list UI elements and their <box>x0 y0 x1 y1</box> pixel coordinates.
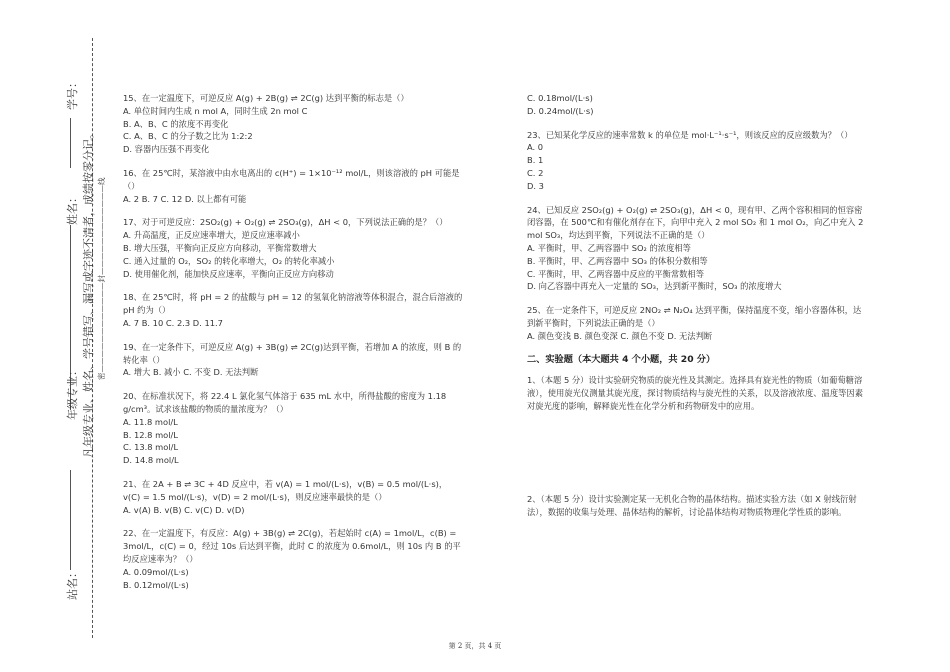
option: C. 平衡时，甲、乙两容器中反应的平衡常数相等 <box>527 268 705 279</box>
option: B. 平衡时，甲、乙两容器中 SO₃ 的体积分数相等 <box>527 255 708 266</box>
question-23 <box>527 129 867 193</box>
option: A. 2 B. 7 C. 12 D. 以上都有可能 <box>123 193 247 204</box>
question-stem: 15、在一定温度下，可逆反应 A(g) + 2B(g) ⇌ 2C(g) 达到平衡的标志是（） <box>123 93 409 103</box>
station-underline <box>70 470 71 570</box>
grade-major-label: 年级专业： <box>66 365 79 420</box>
question-15 <box>123 92 463 156</box>
experiment-question-1: 1、（本题 5 分）设计实验研究物质的旋光性及其测定。选择具有旋光性的物质（如葡萄糖溶液），使用旋光仪测量其旋光度，探讨物质结构与旋光性的关系，以及溶液浓度、温度等因素对旋光度的影响，解释旋光性在化学分析和药物研发中的应用。 <box>527 375 864 411</box>
option: C. 2 <box>527 167 544 178</box>
question-stem: 25、在一定条件下，可逆反应 2NO₂ ⇌ N₂O₄ 达到平衡，保持温度不变，缩小容器体积，达到新平衡时，下列说法正确的是（） <box>527 305 862 328</box>
option: B. A、B、C 的浓度不再变化 <box>123 118 229 129</box>
option: A. 增大 B. 减小 C. 不变 D. 无法判断 <box>123 367 259 378</box>
experiment-question-2: 2、（本题 5 分）设计实验测定某一无机化合物的晶体结构。描述实验方法（如 X 射线衍射法），数据的收集与处理、晶体结构的解析，讨论晶体结构对物质物理化学性质的影响。 <box>527 493 857 517</box>
option: C. 0.18mol/(L·s) <box>527 93 593 103</box>
question-stem: 18、在 25℃时，将 pH = 2 的盐酸与 pH = 12 的氢氧化钠溶液等体积混合，混合后溶液的 pH 约为（） <box>123 292 463 316</box>
question-stem: 21、在 2A + B ⇌ 3C + 4D 反应中，若 v(A) = 1 mol/(L·s)，v(B) = 0.5 mol/(L·s)，v(C) = 1.5 mol/(L·s)，v(D) = 2 mol/(L·s)，则反应速率最快的是（） <box>123 478 448 502</box>
question-stem: 19、在一定条件下，可逆反应 A(g) + 3B(g) ⇌ 2C(g)达到平衡，若增加 A 的浓度，则 B 的转化率（） <box>123 341 462 365</box>
option: A. 平衡时，甲、乙两容器中 SO₂ 的浓度相等 <box>527 242 691 253</box>
question-22 <box>123 527 463 591</box>
page-footer: 第 2 页，共 4 页 <box>448 642 502 650</box>
question-16 <box>123 167 463 205</box>
option: A. 11.8 mol/L <box>123 416 178 427</box>
student-id-underline <box>70 118 71 168</box>
option: A. 0 <box>527 142 544 153</box>
name-underline <box>70 225 71 325</box>
option: C. 13.8 mol/L <box>123 442 179 453</box>
question-22-continued <box>527 92 867 118</box>
right-column <box>527 92 867 529</box>
option: B. 1 <box>527 155 544 166</box>
question-25 <box>527 304 867 342</box>
option: B. 0.12mol/(L·s) <box>123 579 189 590</box>
section-title: 二、实验题（本大题共 4 个小题，共 20 分） <box>527 353 716 365</box>
option: D. 向乙容器中再充入一定量的 SO₃，达到新平衡时，SO₃ 的浓度增大 <box>527 281 782 292</box>
option: A. 0.09mol/(L·s) <box>123 566 189 577</box>
question-stem: 16、在 25℃时，某溶液中由水电离出的 c(H⁺) = 1×10⁻¹² mol/L，则该溶液的 pH 可能是（） <box>123 167 460 191</box>
question-17 <box>123 216 463 280</box>
question-24 <box>527 204 867 294</box>
question-21 <box>123 478 463 516</box>
option: B. 增大压强，平衡向正反应方向移动，平衡常数增大 <box>123 242 317 253</box>
option: A. 单位时间内生成 n mol A，同时生成 2n mol C <box>123 105 308 116</box>
question-stem: 22、在一定温度下，有反应：A(g) + 3B(g) ⇌ 2C(g)，若起始时 c(A) = 1mol/L，c(B) = 3mol/L，c(C) = 0，经过 10s 后达到平衡，此时 C 的浓度为 0.6mol/L，则 10s 内 B 的平均反应速率为？（） <box>123 528 461 564</box>
option: D. 容器内压强不再变化 <box>123 144 210 155</box>
question-20 <box>123 390 463 467</box>
question-19 <box>123 341 463 379</box>
option: A. 颜色变浅 B. 颜色变深 C. 颜色不变 D. 无法判断 <box>527 330 713 341</box>
option: D. 0.24mol/(L·s) <box>527 105 594 116</box>
option: A. 升高温度，正反应速率增大，逆反应速率减小 <box>123 230 300 241</box>
binding-warning: 凡年级专业、姓名、学号错写、漏写或字迹不清者，成绩按零分记。 <box>82 128 95 458</box>
question-18 <box>123 291 463 329</box>
question-stem: 23、已知某化学反应的速率常数 k 的单位是 mol·L⁻¹·s⁻¹，则该反应的反应级数为？（） <box>527 129 853 140</box>
option: D. 3 <box>527 180 544 191</box>
question-stem: 20、在标准状况下，将 22.4 L 氯化氢气体溶于 635 mL 水中，所得盐酸的密度为 1.18 g/cm³。试求该盐酸的物质的量浓度为？（） <box>123 391 447 414</box>
option: D. 14.8 mol/L <box>123 455 179 466</box>
option: A. 7 B. 10 C. 2.3 D. 11.7 <box>123 317 223 328</box>
option: D. 使用催化剂，能加快反应速率，平衡向正反应方向移动 <box>123 268 334 279</box>
option: B. 12.8 mol/L <box>123 429 178 440</box>
left-column <box>123 92 463 602</box>
binding-margin <box>0 0 110 672</box>
question-stem: 24、已知反应 2SO₂(g) + O₂(g) ⇌ 2SO₃(g)，ΔH < 0，现有甲、乙两个容积相同的恒容密闭容器，在 500℃和有催化剂存在下，向甲中充入 2 mol SO₂ 和 1 mol O₂，向乙中充入 2 mol SO₃，均达到平衡，下列说法不正确的是（） <box>527 204 864 241</box>
seal-line-text: 密————————————封————————————线 <box>97 177 106 380</box>
option: C. A、B、C 的分子数之比为 1:2:2 <box>123 131 253 142</box>
question-stem: 17、对于可逆反应：2SO₂(g) + O₂(g) ⇌ 2SO₃(g)，ΔH < 0，下列说法正确的是？（） <box>123 217 448 228</box>
option: A. v(A) B. v(B) C. v(C) D. v(D) <box>123 504 245 515</box>
name-label: 姓名： <box>66 192 79 225</box>
option: C. 通入过量的 O₂，SO₂ 的转化率增大，O₂ 的转化率减小 <box>123 255 335 266</box>
student-id-label: 学号： <box>66 77 79 110</box>
station-label: 站名： <box>66 567 79 600</box>
